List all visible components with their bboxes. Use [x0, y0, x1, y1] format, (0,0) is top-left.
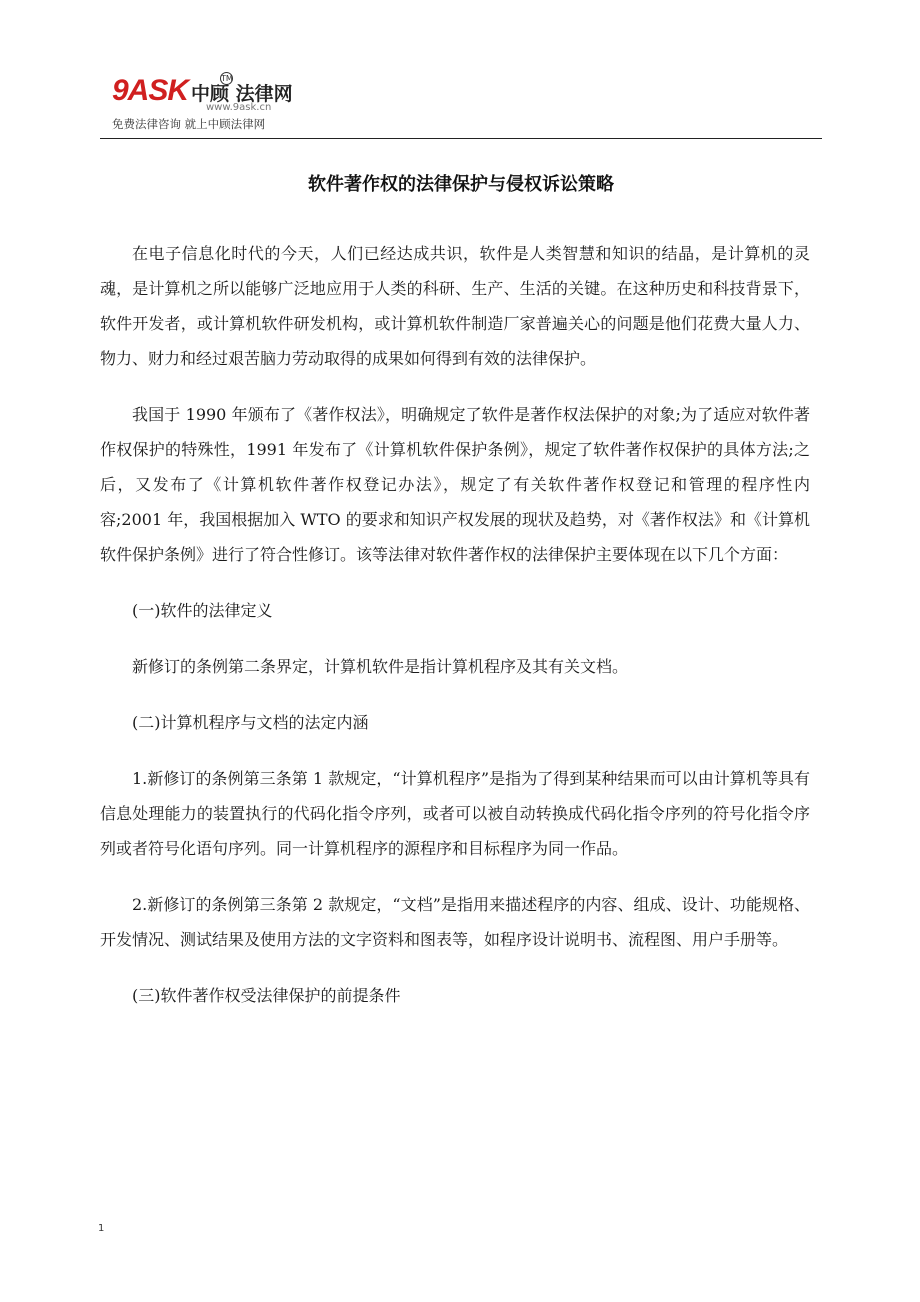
trademark-icon: TM	[221, 74, 233, 83]
paragraph-program-definition: 1.新修订的条例第三条第 1 款规定，“计算机程序”是指为了得到某种结果而可以由计算机等具有信息处理能力的装置执行的代码化指令序列，或者可以被自动转换成代码化指令序列的符号化指令序列或者符号化语句序列。同一计算机程序的源程序和目标程序为同一作品。	[100, 769, 810, 858]
section-heading-1: (一)软件的法律定义	[132, 601, 273, 620]
header-slogan: 免费法律咨询 就上中顾法律网	[112, 117, 266, 131]
document-title: 软件著作权的法律保护与侵权诉讼策略	[308, 174, 614, 195]
document-body	[100, 236, 810, 1034]
logo-url-text: www.9ask.cn	[206, 102, 272, 113]
page-header	[112, 70, 832, 138]
logo-chinese-text: 中顾 法律网	[191, 83, 293, 105]
logo-ask-text: 9ASK	[112, 74, 189, 107]
page-number: 1	[98, 1223, 105, 1234]
paragraph-legislation: 我国于 1990 年颁布了《著作权法》，明确规定了软件是著作权法保护的对象;为了适应对软件著作权保护的特殊性，1991 年发布了《计算机软件保护条例》，规定了软件著作权保护的具体方法;之后，又发布了《计算机软件著作权登记办法》，规定了有关软件著作权登记和管理的程序性内容;2001 年，我国根据加入 WTO 的要求和知识产权发展的现状及趋势，对《著作权法》和《计算机软件保护条例》进行了符合性修订。该等法律对软件著作权的法律保护主要体现在以下几个方面：	[100, 405, 810, 564]
section-heading-3: (三)软件著作权受法律保护的前提条件	[132, 986, 401, 1005]
site-logo[interactable]	[112, 74, 293, 113]
paragraph-intro: 在电子信息化时代的今天，人们已经达成共识，软件是人类智慧和知识的结晶，是计算机的灵魂，是计算机之所以能够广泛地应用于人类的科研、生产、生活的关键。在这种历史和科技背景下，软件开发者，或计算机软件研发机构，或计算机软件制造厂家普遍关心的问题是他们花费大量人力、物力、财力和经过艰苦脑力劳动取得的成果如何得到有效的法律保护。	[100, 244, 810, 368]
paragraph-definition: 新修订的条例第二条界定，计算机软件是指计算机程序及其有关文档。	[132, 657, 629, 676]
paragraph-document-definition: 2.新修订的条例第三条第 2 款规定，“文档”是指用来描述程序的内容、组成、设计、功能规格、开发情况、测试结果及使用方法的文字资料和图表等，如程序设计说明书、流程图、用户手册等。	[100, 895, 810, 949]
section-heading-2: (二)计算机程序与文档的法定内涵	[132, 713, 369, 732]
header-divider	[100, 138, 822, 139]
